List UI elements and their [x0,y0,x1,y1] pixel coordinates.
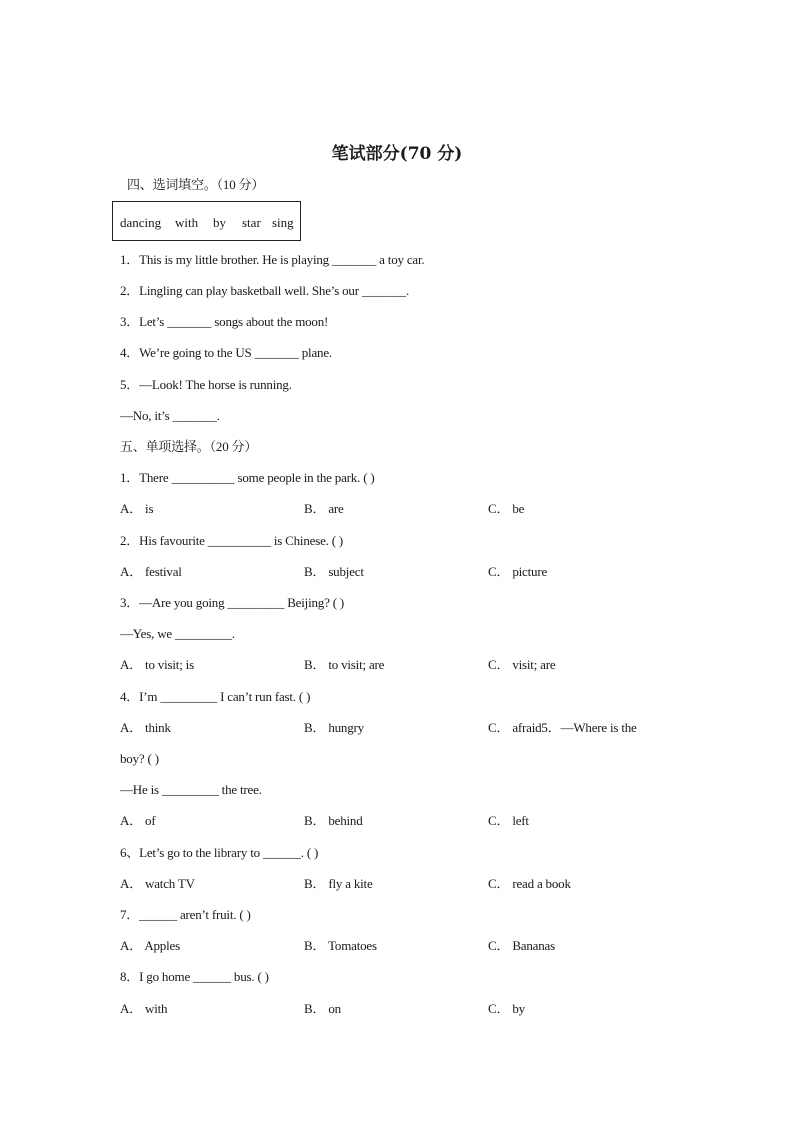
q6-option-a: A． watch TV [120,876,195,891]
fill-item-2: 2．Lingling can play basketball well. She’s our _______. [120,283,410,298]
q4-option-a: A． think [120,720,171,735]
word-bank-word: with [175,215,199,230]
q7-option-c: C． Bananas [488,938,555,953]
fill-item-1: 1．This is my little brother. He is playing _______ a toy car. [120,252,425,267]
q7-option-b: B． Tomatoes [304,938,377,953]
word-bank-word: sing [272,215,294,230]
q1-option-c: C． be [488,501,525,516]
q2-option-b: B． subject [304,564,364,579]
q8-option-c: C． by [488,1001,525,1016]
word-bank-word: by [213,215,226,230]
question-2: 2．His favourite __________ is Chinese. ( ) [120,533,344,548]
fill-item-3: 3．Let’s _______ songs about the moon! [120,314,329,329]
word-bank-word: star [242,215,261,230]
question-7: 7．______ aren’t fruit. ( ) [120,907,251,922]
q2-option-c: C． picture [488,564,548,579]
word-bank-word: dancing [120,215,162,230]
q2-option-a: A． festival [120,564,182,579]
page-title: 笔试部分(70 分) [331,144,463,164]
question-8: 8．I go home ______ bus. ( ) [120,969,269,984]
question-6: 6、Let’s go to the library to ______. ( ) [120,845,319,860]
question-5-reply: —He is _________ the tree. [120,782,262,797]
fill-item-4: 4．We’re going to the US _______ plane. [120,345,332,360]
q3-option-c: C． visit; are [488,657,556,672]
fill-item-5: 5．—Look! The horse is running. [120,377,292,392]
section-4-heading: 四、选词填空。（10 分） [127,177,265,192]
q4-option-b: B． hungry [304,720,364,735]
q7-option-a: A． Apples [120,938,180,953]
question-5-continued: boy? ( ) [120,751,159,766]
q5-option-b: B． behind [304,813,363,828]
q4-option-c: C． afraid5．—Where is the [488,720,637,735]
question-3: 3．—Are you going _________ Beijing? ( ) [120,595,345,610]
question-1: 1．There __________ some people in the park. ( ) [120,470,375,485]
q3-option-b: B． to visit; are [304,657,385,672]
q5-option-a: A． of [120,813,156,828]
word-bank-box [112,201,301,241]
q5-option-c: C． left [488,813,529,828]
q8-option-a: A． with [120,1001,168,1016]
q8-option-b: B． on [304,1001,341,1016]
q6-option-b: B． fly a kite [304,876,373,891]
fill-item-5-reply: —No, it’s _______. [120,408,220,423]
q1-option-b: B． are [304,501,344,516]
question-3-reply: —Yes, we _________. [120,626,235,641]
question-4: 4．I’m _________ I can’t run fast. ( ) [120,689,311,704]
section-5-heading: 五、单项选择。（20 分） [120,439,258,454]
q1-option-a: A． is [120,501,154,516]
q3-option-a: A． to visit; is [120,657,194,672]
q6-option-c: C． read a book [488,876,571,891]
